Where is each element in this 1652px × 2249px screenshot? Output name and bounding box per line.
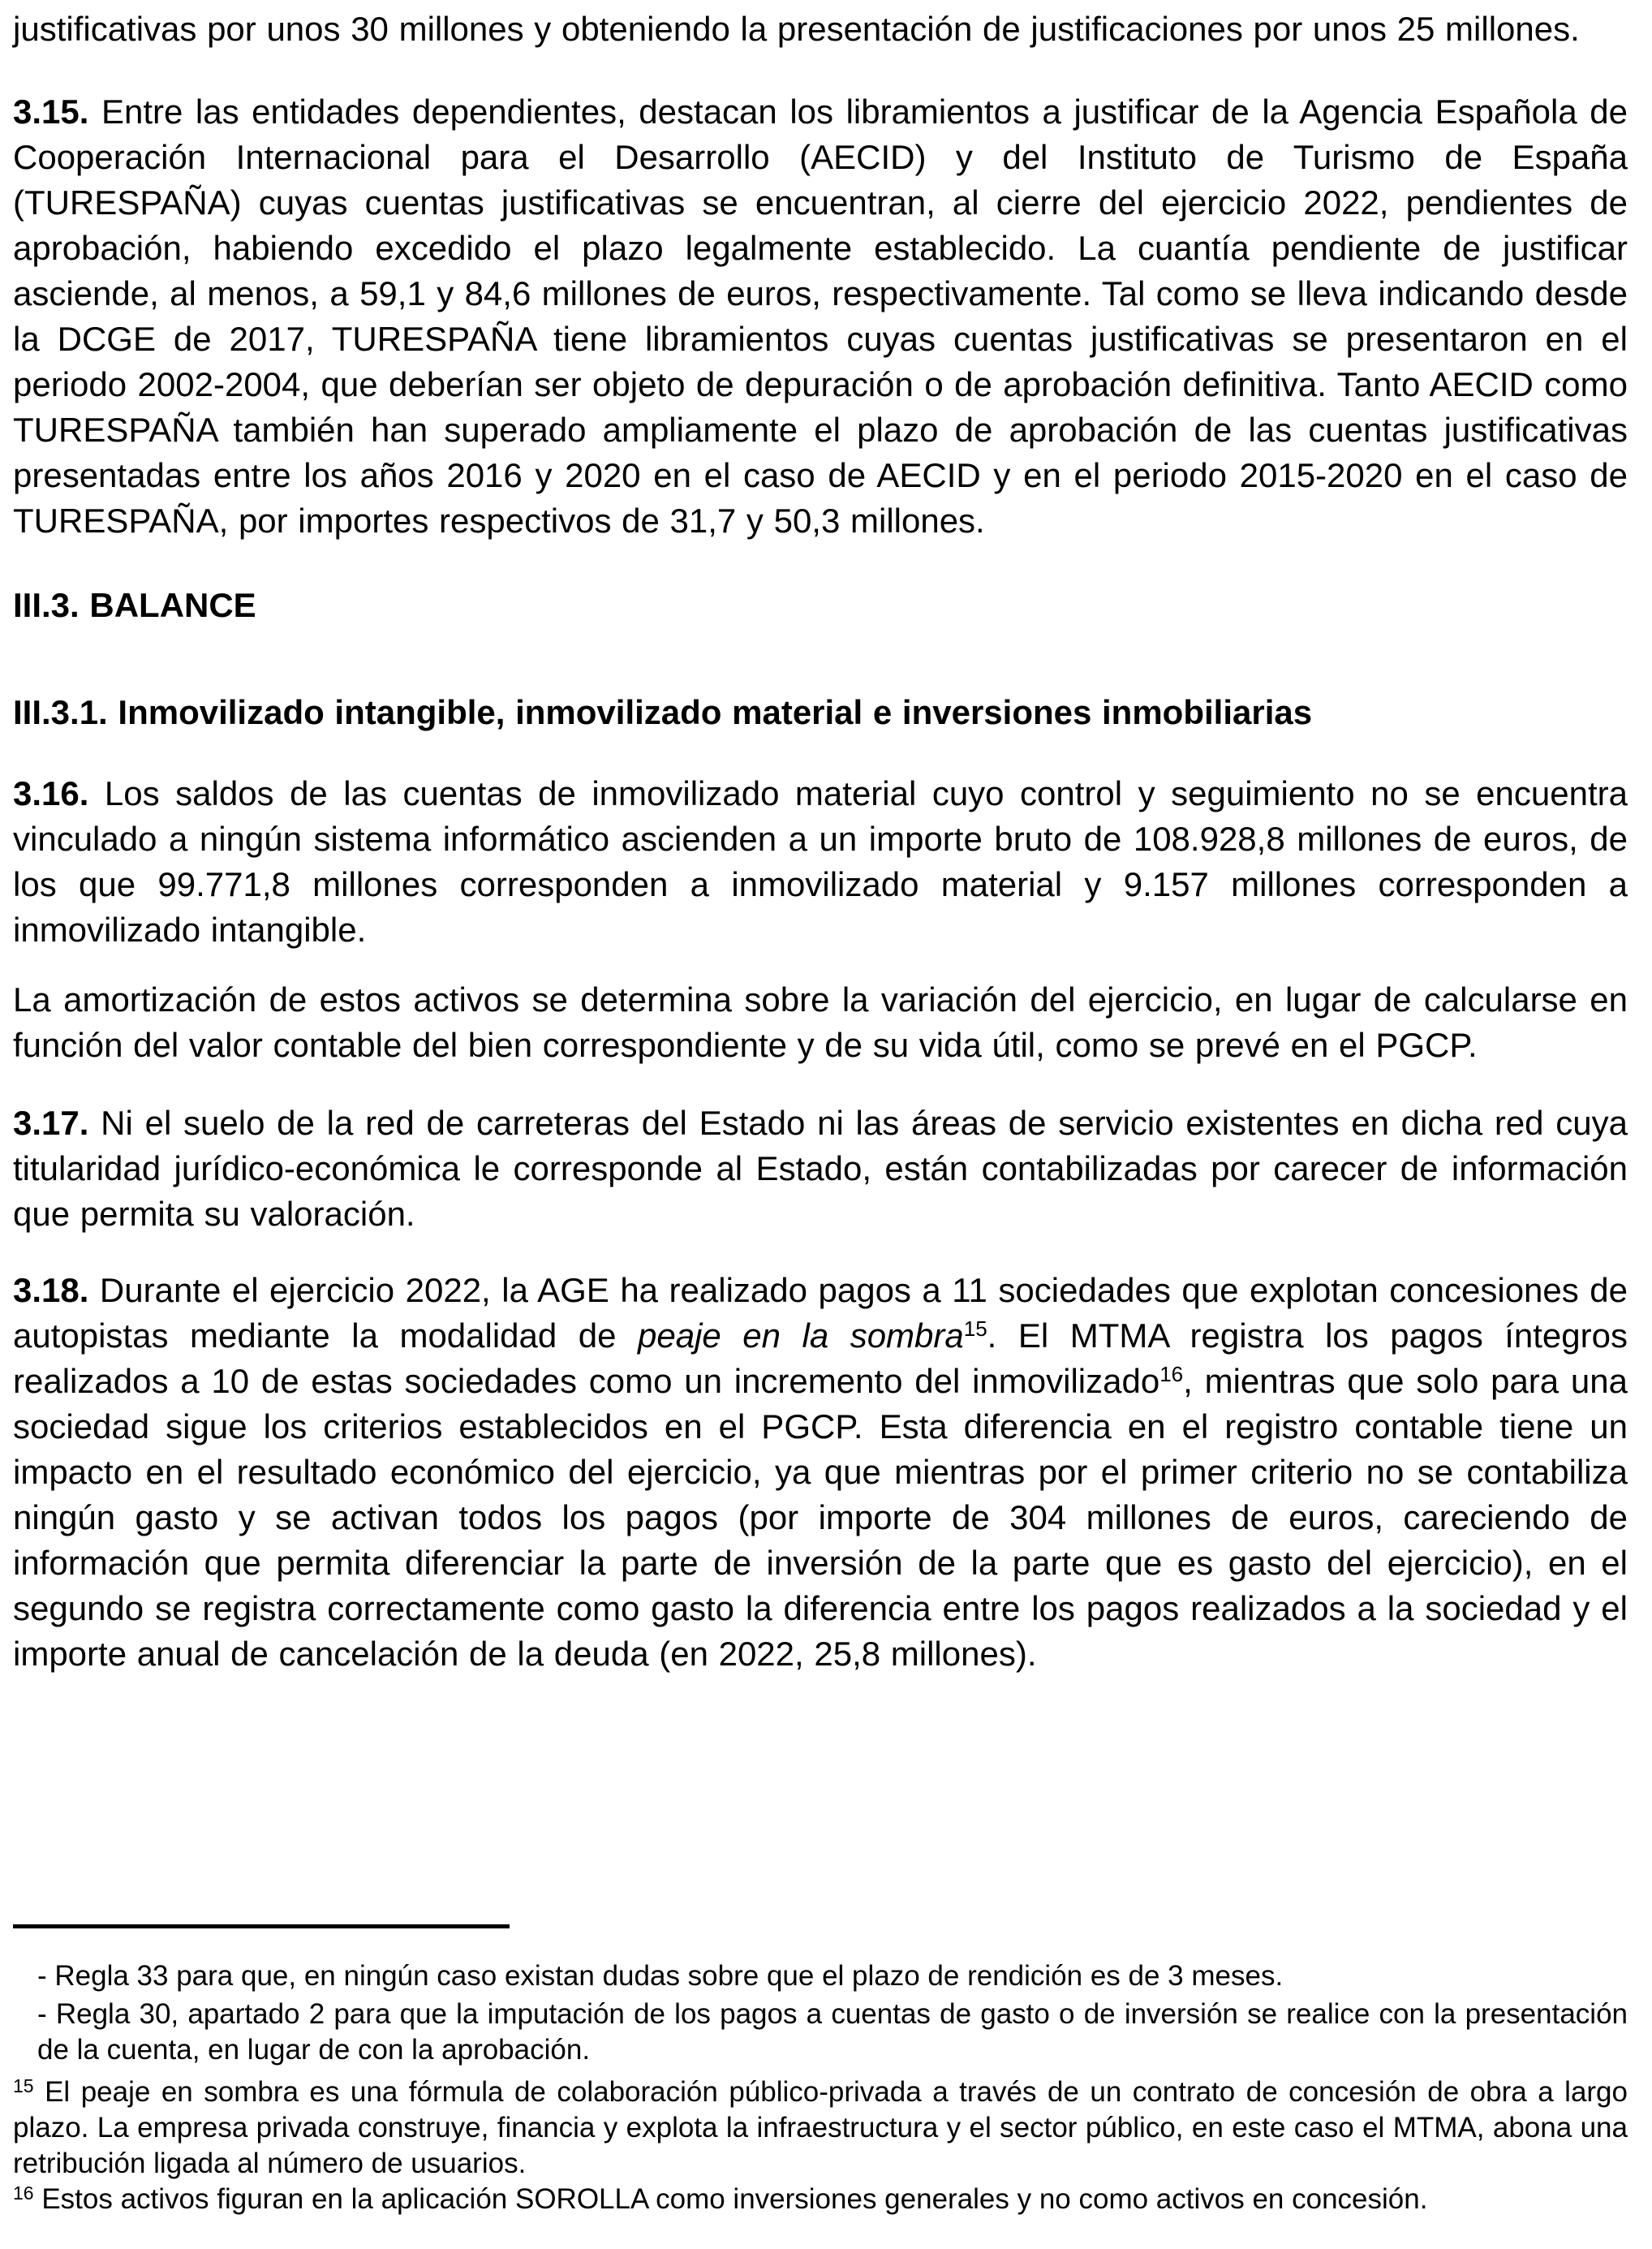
paragraph-text-3-18-part2: . El MTMA registra los pagos íntegros realizados a 10 de estas sociedades como un incremento del inmovilizado	[13, 1316, 1628, 1400]
paragraph-3-18	[13, 1268, 1628, 1677]
footnote-16-text: Estos activos figuran en la aplicación SOROLLA como inversiones generales y no como activos en concesión.	[33, 2183, 1428, 2215]
footnote-continuation-regla-30: - Regla 30, apartado 2 para que la imputación de los pagos a cuentas de gasto o de inversión se realice con la presentación de la cuenta, en lugar de con la aprobación.	[37, 1998, 1628, 2066]
footnote-ref-15: 15	[963, 1316, 987, 1341]
paragraph-number-3-15: 3.15.	[13, 93, 89, 131]
paragraph-number-3-16: 3.16.	[13, 774, 89, 812]
subsection-heading-iii-3-1: III.3.1. Inmovilizado intangible, inmovilizado material e inversiones inmobiliarias	[13, 693, 1313, 731]
footnote-16	[13, 2182, 1628, 2217]
italic-phrase-peaje-en-la-sombra: peaje en la sombra	[638, 1316, 964, 1355]
footnote-15-number: 15	[13, 2075, 34, 2096]
paragraph-text-3-18-part1: Durante el ejercicio 2022, la AGE ha realizado pagos a 11 sociedades que explotan concesiones de autopistas mediante la modalidad de	[13, 1271, 1628, 1355]
footnote-ref-16: 16	[1159, 1362, 1184, 1386]
paragraph-text-3-17: Ni el suelo de la red de carreteras del Estado ni las áreas de servicio existentes en dicha red cuya titularidad jurídico-económica le corresponde al Estado, están contabilizadas por carecer de información que permita su valoración.	[13, 1104, 1628, 1233]
paragraph-text-3-18-part3: , mientras que solo para una sociedad sigue los criterios establecidos en el PGCP. Esta diferencia en el registro contable tiene un impacto en el resultado económico del ejercicio, ya que mientras por el primer criterio no se contabiliza ningún gasto y se activan todos los pagos (por importe de 304 millones de euros, careciendo de información que permita diferenciar la parte de inversión de la parte que es gasto del ejercicio), en el segundo se registra correctamente como gasto la diferencia entre los pagos realizados a la sociedad y el importe anual de cancelación de la deuda (en 2022, 25,8 millones).	[13, 1362, 1628, 1673]
paragraph-3-15	[13, 89, 1628, 544]
paragraph-number-3-17: 3.17.	[13, 1104, 89, 1142]
footnote-16-number: 16	[13, 2182, 34, 2204]
paragraph-amortizacion: La amortización de estos activos se determina sobre la variación del ejercicio, en lugar de calcularse en función del valor contable del bien correspondiente y de su vida útil, como se prevé en el PGCP.	[13, 980, 1628, 1064]
paragraph-3-17	[13, 1101, 1628, 1237]
footnote-area	[13, 1924, 1628, 2217]
footnotes-block	[13, 1928, 1628, 2217]
paragraph-number-3-18: 3.18.	[13, 1271, 89, 1309]
paragraph-3-16	[13, 771, 1628, 953]
paragraph-intro-continuation: justificativas por unos 30 millones y obteniendo la presentación de justificaciones por unos 25 millones.	[13, 10, 1580, 48]
footnote-continuation-regla-33: - Regla 33 para que, en ningún caso existan dudas sobre que el plazo de rendición es de 3 meses.	[37, 1960, 1284, 1992]
section-heading-iii-3-balance: III.3. BALANCE	[13, 586, 256, 624]
paragraph-text-3-15: Entre las entidades dependientes, destacan los libramientos a justificar de la Agencia Española de Cooperación Internacional para el Desarrollo (AECID) y del Instituto de Turismo de España (TURESPAÑA) cuyas cuentas justificativas se encuentran, al cierre del ejercicio 2022, pendientes de aprobación, habiendo excedido el plazo legalmente establecido. La cuantía pendiente de justificar asciende, al menos, a 59,1 y 84,6 millones de euros, respectivamente. Tal como se lleva indicando desde la DCGE de 2017, TURESPAÑA tiene libramientos cuyas cuentas justificativas se presentaron en el periodo 2002-2004, que deberían ser objeto de depuración o de aprobación definitiva. Tanto AECID como TURESPAÑA también han superado ampliamente el plazo de aprobación de las cuentas justificativas presentadas entre los años 2016 y 2020 en el caso de AECID y en el periodo 2015-2020 en el caso de TURESPAÑA, por importes respectivos de 31,7 y 50,3 millones.	[13, 93, 1628, 540]
paragraph-text-3-16: Los saldos de las cuentas de inmovilizado material cuyo control y seguimiento no se encuentra vinculado a ningún sistema informático ascienden a un importe bruto de 108.928,8 millones de euros, de los que 99.771,8 millones corresponden a inmovilizado material y 9.157 millones corresponden a inmovilizado intangible.	[13, 774, 1628, 949]
footnote-15	[13, 2075, 1628, 2182]
footnote-15-text: El peaje en sombra es una fórmula de colaboración público-privada a través de un contrato de concesión de obra a largo plazo. La empresa privada construye, financia y explota la infraestructura y el sector público, en este caso el MTMA, abona una retribución ligada al número de usuarios.	[13, 2076, 1628, 2179]
